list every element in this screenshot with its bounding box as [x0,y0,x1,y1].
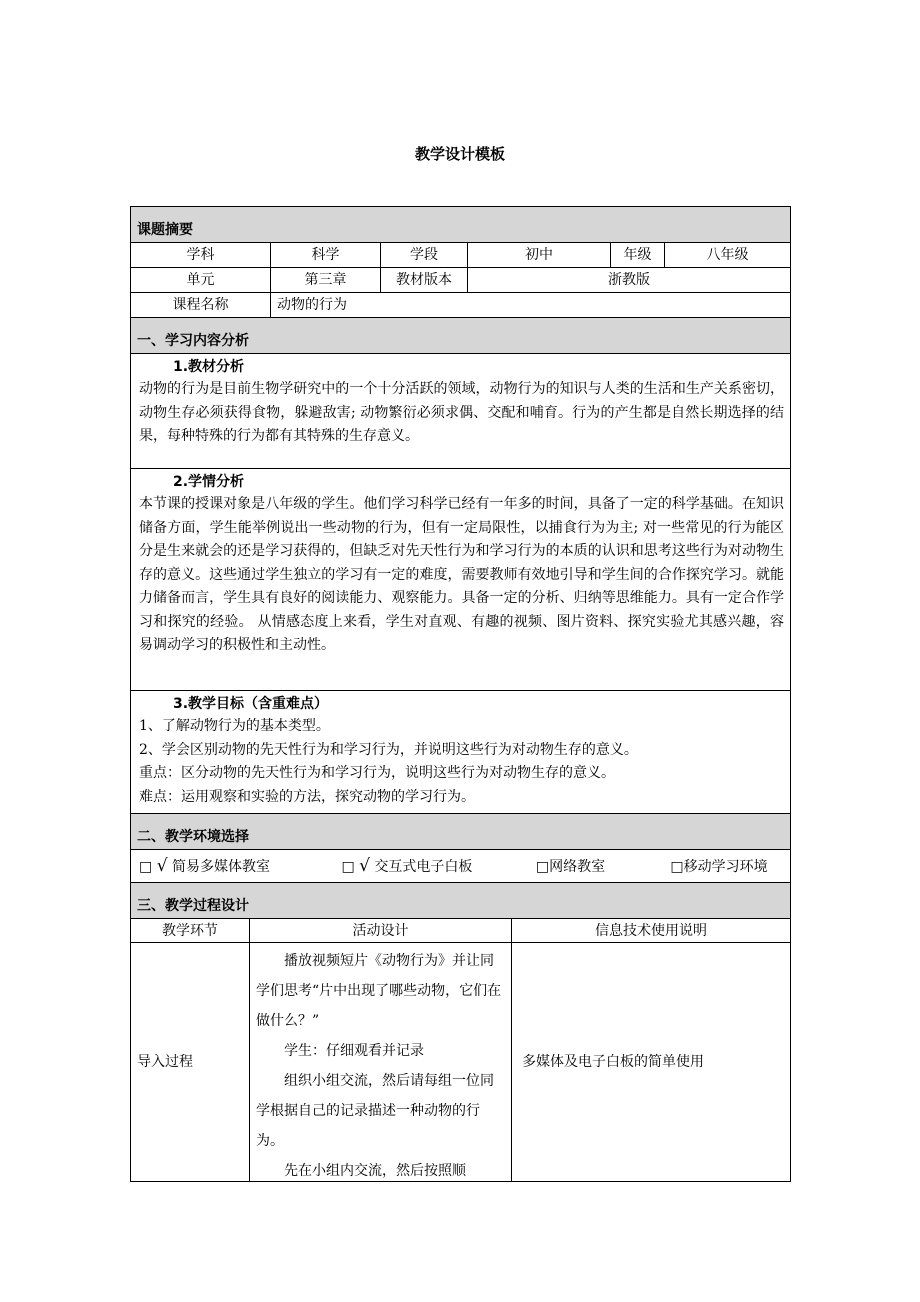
env-option-network-room[interactable] [536,856,666,878]
edition-value: 浙教版 [468,268,791,293]
summary-table [130,206,791,919]
textbook-analysis-title: 1.教材分析 [173,359,245,375]
activity-paragraph: 学生：仔细观看并记录 [284,1043,424,1059]
env-option-label: 网络教室 [549,858,606,875]
env-option-label: 简易多媒体教室 [171,858,270,875]
goal-item: 1、了解动物行为的基本类型。 [139,718,330,734]
edition-label: 教材版本 [381,268,468,293]
env-option-multimedia-room[interactable] [139,855,337,878]
goal-key-point: 重点：区分动物的先天性行为和学习行为，说明这些行为对动物生存的意义。 [139,765,615,781]
summary-section-header: 课题摘要 [131,207,791,243]
checkbox-icon[interactable]: □ [341,858,355,875]
analysis-section-header: 一、学习内容分析 [131,318,791,354]
stage-label: 学段 [381,243,468,268]
textbook-analysis-text: 动物的行为是目前生物学研究中的一个十分活跃的领域，动物行为的知识与人类的生活和生产关系密切，动物生存必须获得食物，躲避敌害; 动物繁衍必须求偶、交配和哺育。行为的产生都是自然长期选择的结果，每种特殊的行为都有其特殊的生存意义。 [139,381,784,444]
student-analysis [131,469,791,691]
grade-value: 八年级 [665,243,791,268]
stage-value: 初中 [468,243,611,268]
teaching-goals-title: 3.教学目标（含重难点） [173,696,329,712]
checkbox-icon[interactable]: □ [535,858,550,875]
process-section-header: 三、教学过程设计 [131,883,791,919]
unit-label: 单元 [131,268,271,293]
activity-paragraph: 播放视频短片《动物行为》并让同学们思考“片中出现了哪些动物，它们在做什么？” [256,953,502,1029]
env-option-whiteboard[interactable] [341,855,531,878]
activity-paragraph: 先在小组内交流，然后按照顺 [284,1163,466,1178]
checkmark-icon: √ [359,855,370,876]
student-analysis-text: 本节课的授课对象是八年级的学生。他们学习科学已经有一年多的时间，具备了一定的科学基础。在知识储备方面，学生能举例说出一些动物的行为，但有一定局限性，以捕食行为为主; 对一些常见的行为能区分是生来就会的还是学习获得的，但缺乏对先天性行为和学习行为的本质的认识和思考这些行为对动物生存的意义。这些通过学生独立的学习有一定的难度，需要教师有效地引导和学生间的合作探究学习。就能力储备而言，学生具有良好的阅读能力、观察能力。具备一定的分析、归纳等思维能力。具有一定合作学习和探究的经验。 从情感态度上来看，学生对直观、有趣的视频、图片资料、探究实验尤其感兴趣，容易调动学习的积极性和主动性。 [139,496,784,653]
checkbox-icon[interactable]: □ [670,858,684,875]
process-header-tech: 信息技术使用说明 [512,919,791,943]
subject-label: 学科 [131,243,271,268]
env-option-label: 移动学习环境 [683,858,768,875]
course-label: 课程名称 [131,293,271,318]
checkmark-icon: √ [156,855,168,876]
checkbox-icon[interactable]: □ [139,858,153,875]
grade-label: 年级 [611,243,665,268]
environment-options [131,850,791,883]
process-table [130,918,791,1182]
activity-paragraph: 组织小组交流，然后请每组一位同学根据自己的记录描述一种动物的行为。 [256,1073,494,1149]
document-title: 教学设计模板 [414,145,505,163]
subject-value: 科学 [271,243,381,268]
teaching-goals [131,691,791,814]
lesson-plan-table [130,206,790,1182]
process-activity-cell [250,943,512,1182]
student-analysis-title: 2.学情分析 [173,474,245,490]
env-option-label: 交互式电子白板 [374,858,473,875]
goal-item: 2、学会区别动物的先天性行为和学习行为，并说明这些行为对动物生存的意义。 [139,741,638,758]
env-option-mobile[interactable] [670,856,767,878]
goal-difficulty: 难点：运用观察和实验的方法，探究动物的学习行为。 [139,788,475,805]
process-stage-cell: 导入过程 [131,943,250,1182]
process-tech-cell: 多媒体及电子白板的简单使用 [512,943,791,1182]
process-header-activity: 活动设计 [250,919,512,943]
environment-section-header: 二、教学环境选择 [131,814,791,850]
course-value: 动物的行为 [271,293,791,318]
unit-value: 第三章 [271,268,381,293]
textbook-analysis [131,354,791,469]
process-header-stage: 教学环节 [131,919,250,943]
